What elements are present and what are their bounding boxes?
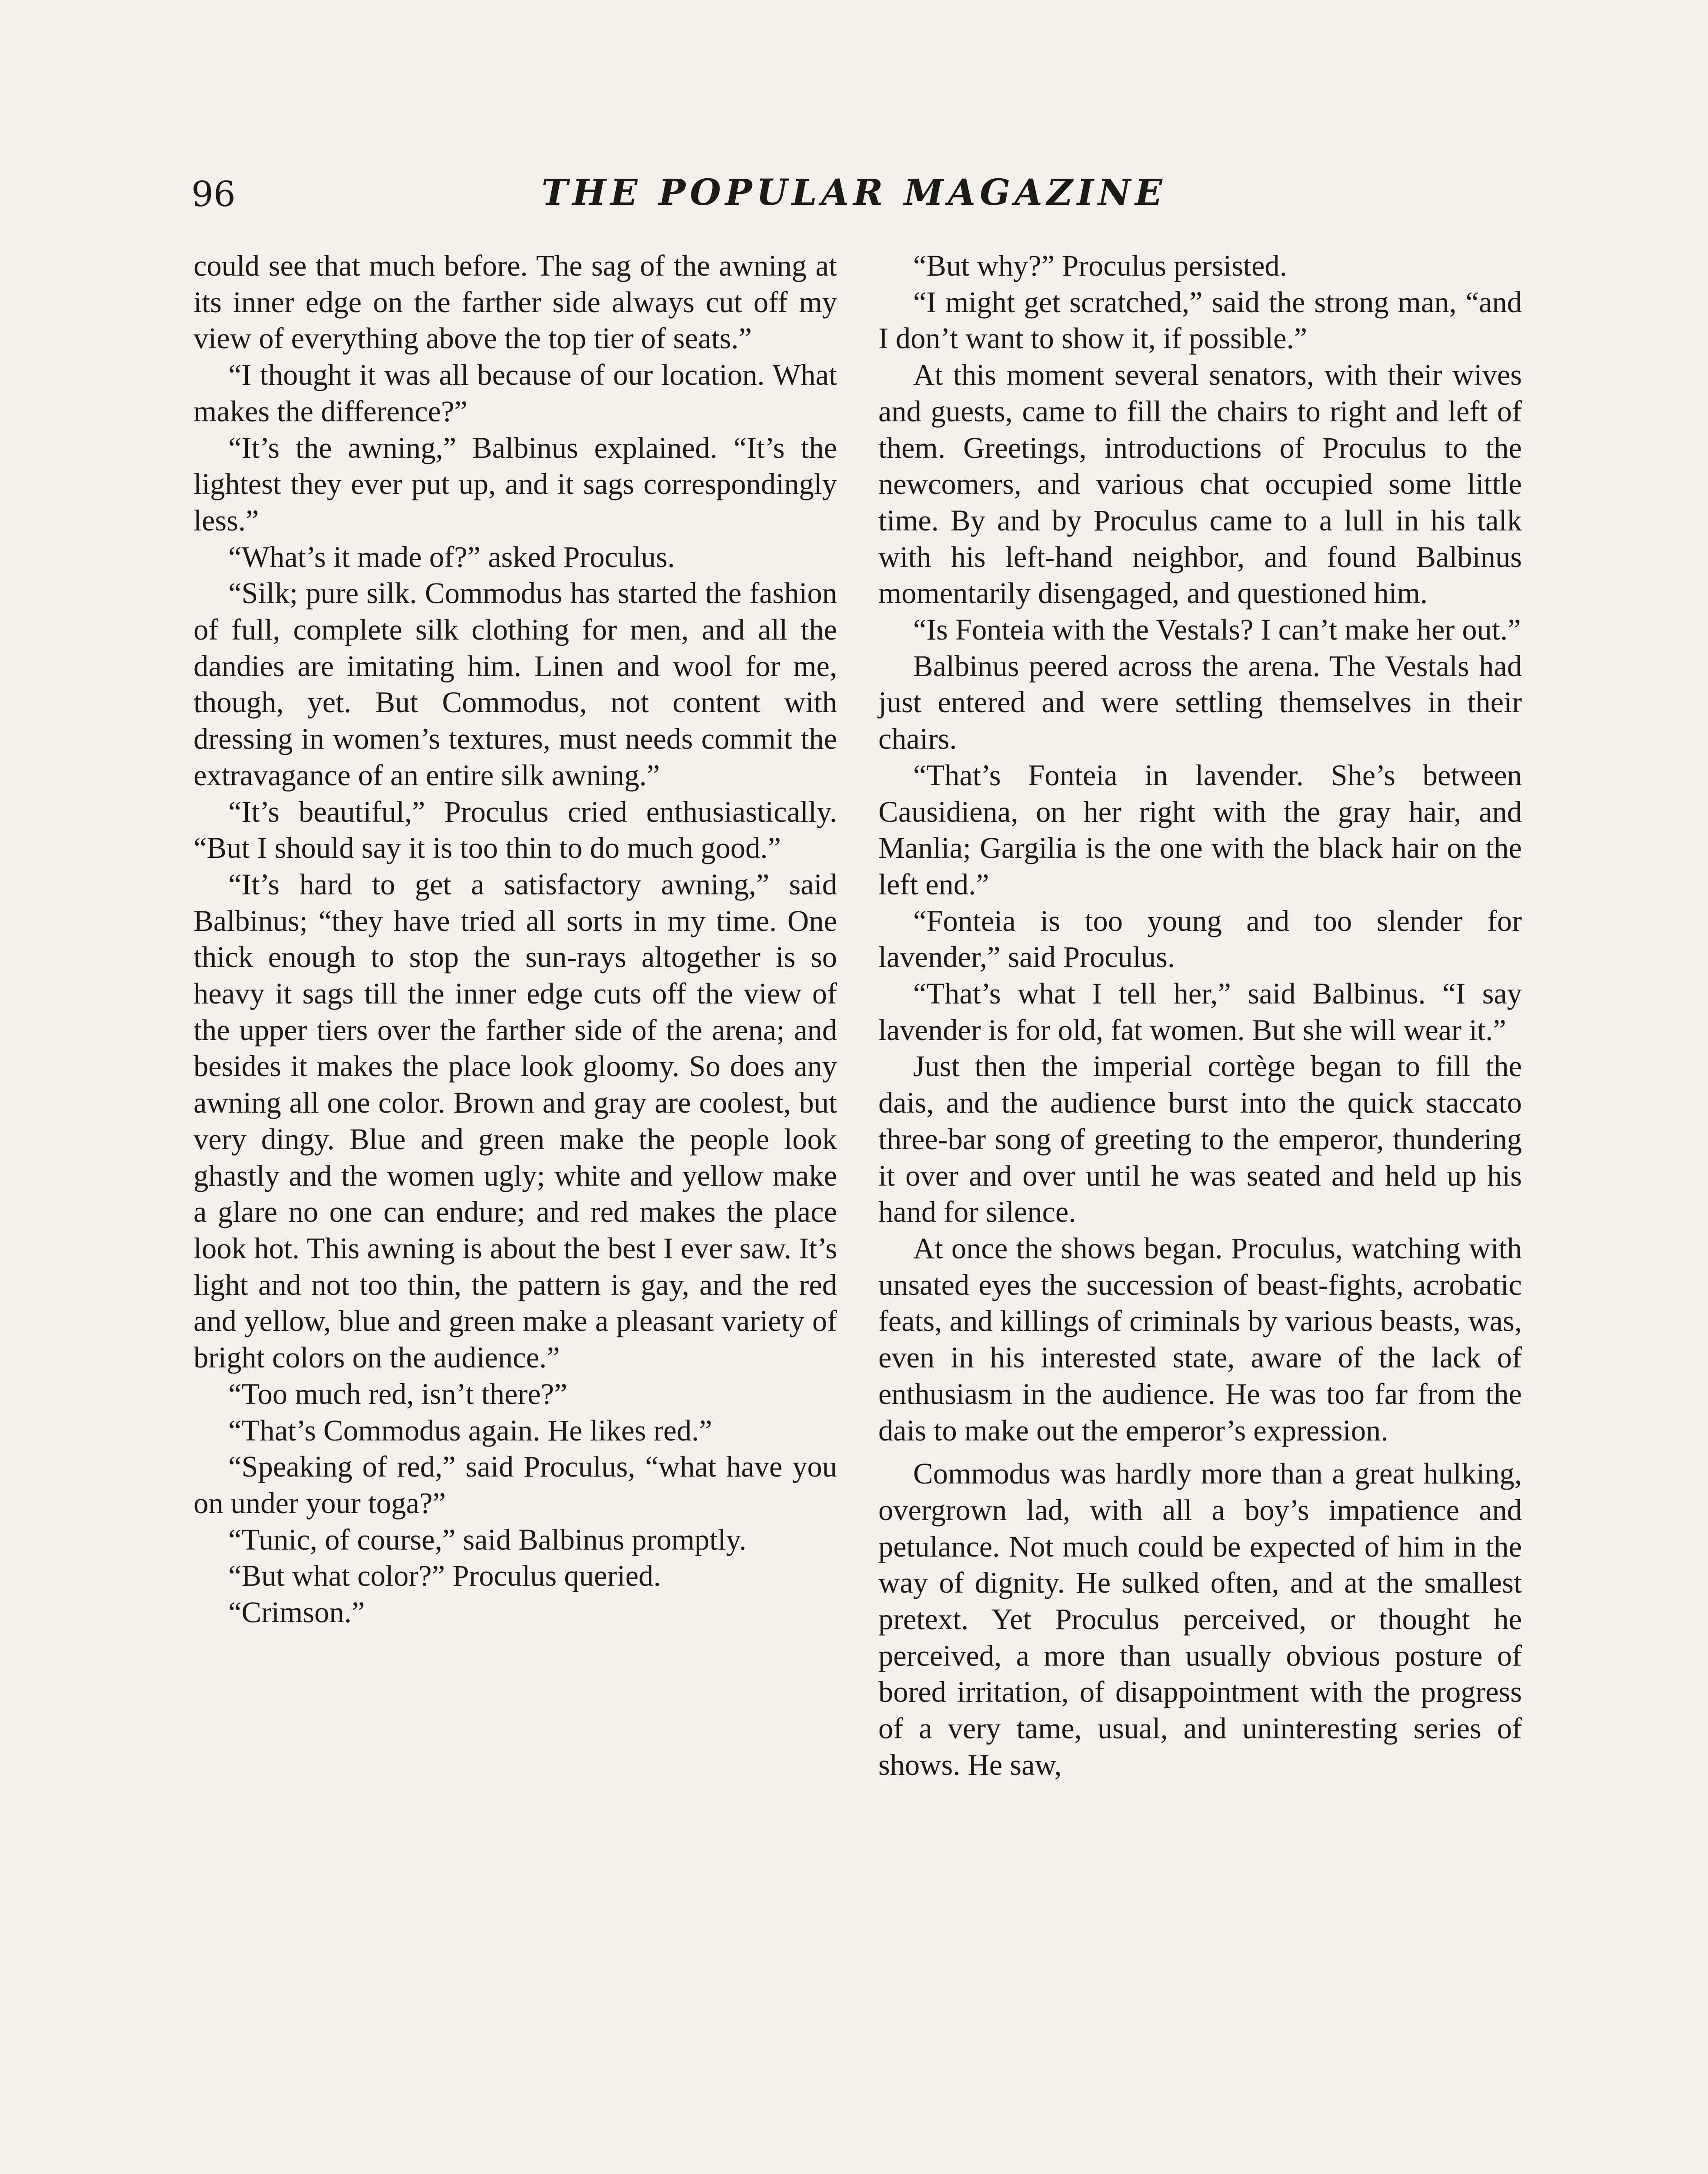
paragraph: “It’s the awning,” Balbinus explained. “It’s the lightest they ever put up, and it sags correspondingly less.”	[193, 431, 837, 537]
right-column	[878, 248, 1522, 1784]
paragraph: “Crimson.”	[228, 1596, 365, 1629]
paragraph: “It’s hard to get a satisfactory awning,” said Balbinus; “they have tried all sorts in my time. One thick enough to stop the sun-rays altogether is so heavy it sags till the inner edge cuts off the view of the upper tiers over the farther side of the arena; and besides it makes the place look gloomy. So does any awning all one color. Brown and gray are coolest, but very dingy. Blue and green make the people look ghastly and the women ugly; white and yellow make a glare no one can endure; and red makes the place look hot. This awning is about the best I ever saw. It’s light and not too thin, the pattern is gay, and the red and yellow, blue and green make a pleasant variety of bright colors on the audience.”	[193, 867, 837, 1374]
paragraph: “Silk; pure silk. Commodus has started the fashion of full, complete silk clothing for men, and all the dandies are imitating him. Linen and wool for me, though, yet. But Commodus, not content with dressing in women’s textures, must needs commit the extravagance of an entire silk awning.”	[193, 577, 837, 792]
paragraph: “Fonteia is too young and too slender for lavender,” said Proculus.	[878, 904, 1522, 974]
paragraph: “Too much red, isn’t there?”	[228, 1377, 567, 1410]
paragraph: At this moment several senators, with their wives and guests, came to fill the chairs to right and left of them. Greetings, introductions of Proculus to the newcomers, and various chat occupied some little time. By and by Proculus came to a lull in his talk with his left-hand neighbor, and found Balbinus momentarily disengaged, and questioned him.	[878, 358, 1522, 610]
left-column	[193, 248, 837, 1631]
paragraph: “I thought it was all because of our location. What makes the difference?”	[193, 358, 837, 428]
paragraph: “But why?” Proculus persisted.	[913, 249, 1287, 282]
paragraph: “I might get scratched,” said the strong man, “and I don’t want to show it, if possible.”	[878, 285, 1522, 355]
paragraph: Just then the imperial cortège began to fill the dais, and the audience burst into the quick staccato three-bar song of greeting to the emperor, thundering it over and over until he was seated and held up his hand for silence.	[878, 1050, 1522, 1229]
magazine-title: THE POPULAR MAGAZINE	[541, 172, 1167, 213]
paragraph: Balbinus peered across the arena. The Vestals had just entered and were settling themselves in their chairs.	[878, 649, 1522, 756]
paragraph: “But what color?” Proculus queried.	[228, 1559, 661, 1593]
paragraph: At once the shows began. Proculus, watching with unsated eyes the succession of beast-fights, acrobatic feats, and killings of criminals by various beasts, was, even in his interested state, aware of the lack of enthusiasm in the audience. He was too far from the dais to make out the emperor’s expression.	[878, 1231, 1522, 1447]
paragraph: “That’s what I tell her,” said Balbinus. “I say lavender is for old, fat women. But she will wear it.”	[878, 977, 1522, 1047]
paragraph: “Is Fonteia with the Vestals? I can’t make her out.”	[913, 613, 1521, 647]
paragraph: “Speaking of red,” said Proculus, “what have you on under your toga?”	[193, 1450, 837, 1520]
page-number: 96	[191, 174, 236, 214]
paragraph: “It’s beautiful,” Proculus cried enthusiastically. “But I should say it is too thin to do much good.”	[193, 795, 837, 865]
paragraph: “That’s Fonteia in lavender. She’s between Causidiena, on her right with the gray hair, and Manlia; Gargilia is the one with the black hair on the left end.”	[878, 758, 1522, 901]
paragraph: Commodus was hardly more than a great hulking, overgrown lad, with all a boy’s impatience and petulance. Not much could be expected of him in the way of dignity. He sulked often, and at the smallest pretext. Yet Proculus perceived, or thought he perceived, a more than usually obvious posture of bored irritation, of disappointment with the progress of a very tame, usual, and uninteresting series of shows. He saw,	[878, 1457, 1522, 1781]
paragraph: “What’s it made of?” asked Proculus.	[228, 540, 675, 574]
paragraph: could see that much before. The sag of the awning at its inner edge on the farther side always cut off my view of everything above the top tier of seats.”	[193, 249, 837, 355]
paragraph: “That’s Commodus again. He likes red.”	[228, 1414, 712, 1447]
paragraph: “Tunic, of course,” said Balbinus promptly.	[228, 1523, 747, 1556]
